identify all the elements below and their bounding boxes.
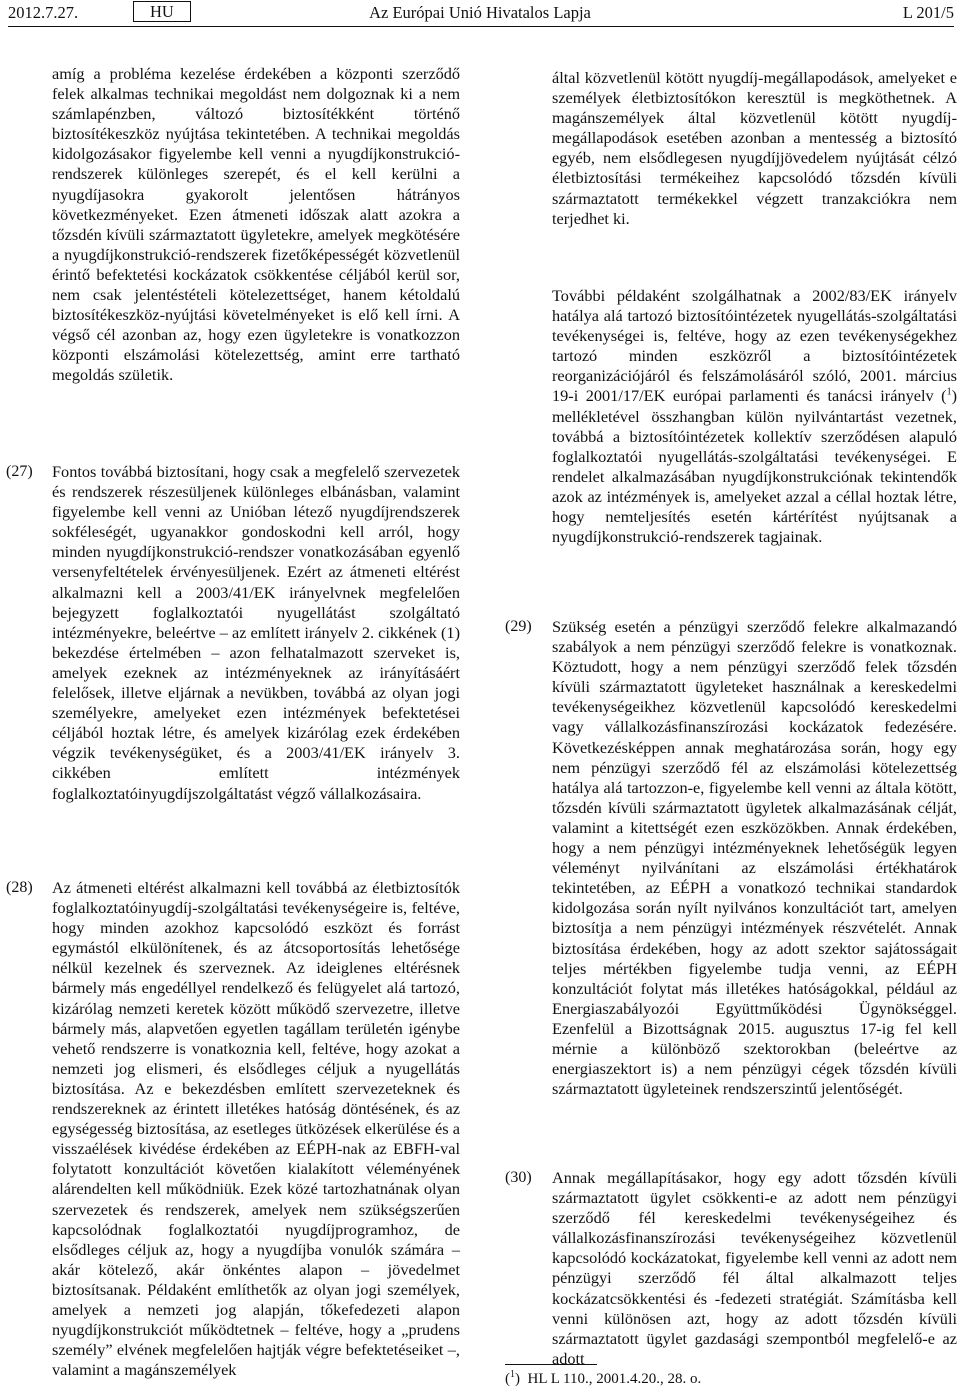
language-badge: HU <box>133 1 191 22</box>
paragraph-28-text: Az átmeneti eltérést alkalmazni kell továbbá az életbiztosítók foglalkoztatóinyugdíj-szolgáltatási tevékenységeire is, feltéve, hogy minden azokhoz kapcsolódó eszközt és forrást egymástól elkülönítenek, és az átcsoportosítás lehetősége nélkül kezelnek és szerveznek. Az ideiglenes eltérésnek bármely más engedéllyel rendelkező és felügyelet alá tartozó, kizárólag nemzeti keretek között működő szervezetre, illetve bármely más, alapvetően egyetlen tagállam területén igénybe vehető rendszerre is vonatkoznia kell, feltéve, hogy azokat a nemzeti jog elismeri, és elsődleges céljuk a nyugellátás biztosítása. Az e bekezdésben említett szervezeteknek és rendszereknek az érintett illetékes hatóság döntésének, és az egységesség biztosítása, az esetleges ütközések elkerülése és a visszaélések kivédése érdekében az EÉPH-nak az EBFH-val folytatott konzultációt követően kialakított véleményének alárendelten kell működniük. Ezek közé tartozhatnának olyan szervezetek és rendszerek, amelyek nem szükségszerűen kapcsolódnak foglalkoztatói nyugdíjprogramhoz, de elsődleges céljuk az, hogy a nyugdíjba vonulók számára – akár kötelező, akár önkéntes alapon – jövedelmet biztosítsanak. Példaként említhetők az olyan jogi személyek, amelyek a nemzeti jog alapján, tőkefedezeti alapon nyugdíjkonstrukciót működtetnek – feltéve, hogy a „prudens személy” elvének megfelelően hajtják végre befektetéseiket –, valamint a magánszemélyek <box>52 878 460 1380</box>
publication-date: 2012.7.27. <box>8 3 79 22</box>
left-column <box>52 64 460 386</box>
footnote-reference[interactable]: 1 <box>946 387 952 399</box>
paragraph-30 <box>552 1168 957 1369</box>
paragraph-30-text: Annak megállapításakor, hogy egy adott tőzsdén kívüli származtatott ügylet csökkenti-e az adott nem pénzügyi szerződő fél kereskedelmi tevékenységeihez és vállalkozásfinanszírozási tevékenységeihez közvetlenül kapcsolódó kockázatokat, figyelembe kell venni az adott nem pénzügyi szerződő fél által alkalmazott teljes kockázatcsökkentési és -fedezeti stratégiát. Számításba kell venni különösen azt, hogy az adott tőzsdén kívüli származtatott ügylet gazdasági szempontból megfelelő-e az adott <box>552 1168 957 1368</box>
page-number: L 201/5 <box>902 3 954 22</box>
footnote-marker: 1 <box>510 1369 515 1380</box>
footnote-text: HL L 110., 2001.4.20., 28. o. <box>527 1371 702 1387</box>
paragraph-number-30: (30) <box>505 1169 532 1186</box>
paragraph-continuation-right: által közvetlenül kötött nyugdíj-megállapodások, amelyeket e személyek életbiztosítókon keresztül is megköthetnek. A magánszemélyek által közvetlenül kötött nyugdíj-megállapodások esetében azonban a mentesség a biztosító egyéb, nem elsődlegesen nyugdíjjövedelem nyújtását célzó életbiztosítási termékeihez kapcsolódó tőzsdén kívüli származtatott termékekkel végzett tranzakciókra nem terjedhet ki. <box>552 68 957 228</box>
paragraph-28 <box>52 878 460 1380</box>
cont2-text-a: További példaként szolgálhatnak a 2002/83/EK irányelv hatálya alá tartozó biztosítóintézetek nyugellátás-szolgáltatási tevékenységei is, feltéve, hogy az ezen tevékenységekhez tartozó minden eszközről a biztosítóintézetek reorganizációjáról és felszámolásáról szóló, 2001. március 19-i 2001/17/EK európai parlamenti és tanácsi irányelv ( <box>552 286 957 406</box>
paragraph-number-27: (27) <box>6 463 33 480</box>
paragraph-27 <box>52 462 460 804</box>
paragraph-29-text: Szükség esetén a pénzügyi szerződő felekre alkalmazandó szabályok a nem pénzügyi szerződő felekre is vonatkoznak. Köztudott, hogy a nem pénzügyi szerződő felek tőzsdén kívüli származtatott ügyleteket használnak a kereskedelmi tevékenységeikhez közvetlenül kapcsolódó kereskedelmi vagy vállalkozásfinanszírozási kockázatok fedezésére. Következésképpen annak meghatározása során, hogy egy nem pénzügyi szerződő fél az elszámolási kötelezettség hatálya alá tartozzon-e, figyelembe kell venni az általa kötött, tőzsdén kívüli származtatott ügyletek alkalmazásának célját, valamint a kitettségét ezen eszközökben. Annak érdekében, hogy a nem pénzügyi intézményeknek lehetőségük legyen véleményt nyilvánítani az elszámolási értékhatárok tekintetében, az EÉPH a vonatkozó technikai standardok kidolgozása során nyílt nyilvános konzultációt tart, amelyen biztosítja a nem pénzügyi intézmények részvételét. Annak biztosítása érdekében, hogy az adott szektor sajátosságait teljes mértékben figyelembe tudja venni, az EÉPH konzultációt folytat más illetékes hatóságokkal, például az Energiaszabályozói Együttműködési Ügynökséggel. Ezenfelül a Bizottságnak 2015. augusztus 17-ig fel kell mérnie a különböző szektorokban (beleértve az energiaszektort is) a nem pénzügyi cégek tőzsdén kívüli származtatott ügyleteinek rendszerszintű jelentőségét. <box>552 617 957 1099</box>
cont2-text-b: ) mellékletével összhangban külön nyilvántartást vezetnek, továbbá a biztosítóintézetek kollektív szerződésen alapuló foglalkoztatói nyugellátás-szolgáltatási tevékenységei. E rendelet alkalmazásában nyugdíjkonstrukciónak tekintendők azok az intézmények is, amelyeket azzal a céllal hoztak létre, hogy nemteljesítés esetén kártérítést nyújtsanak a nyugdíjkonstrukció-rendszerek tagjainak. <box>552 386 957 547</box>
paragraph-29 <box>552 617 957 1099</box>
right-column-continuation <box>552 68 957 229</box>
paragraph-27-text: Fontos továbbá biztosítani, hogy csak a megfelelő szervezetek és rendszerek részesüljenek különleges elbánásban, valamint figyelembe kell venni az Unióban létező nyugdíjrendszerek sokféleségét, ugyanakkor gondoskodni kell arról, hogy minden nyugdíjkonstrukció-rendszer vonatkozásában egyenlő versenyfeltételek érvényesüljenek. Ezért az átmeneti eltérést alkalmazni kell a 2003/41/EK irányelvnek megfelelően bejegyzett foglalkoztatói nyugellátást szolgáltató intézményekre, beleértve – az említett irányelv 2. cikkének (1) bekezdése értelmében – azon felhatalmazott szerveket is, amelyek ezeknek az intézményeknek az irányításáért felelősek, illetve eljárnak a nevükben, továbbá az olyan jogi személyekre, amelyeket ezen intézmények befektetései céljából hoztak létre, és amelyek kizárólag ezek érdekében végzik tevékenységüket, és a 2003/41/EK irányelv 3. cikkében említett intézmények foglalkoztatóinyugdíjszolgáltatást végző vállalkozásaira. <box>52 462 460 803</box>
journal-title: Az Európai Unió Hivatalos Lapja <box>369 3 591 22</box>
paragraph-continuation: amíg a probléma kezelése érdekében a központi szerződő felek alkalmas technikai megoldást nem dolgoznak ki a nem számlapénzben, változó biztosítékként történő biztosítékeszköz nyújtása tekintetében. A technikai megoldás kidolgozásakor figyelembe kell venni a nyugdíjkonstrukció-rendszerek különleges szerepét, és el kell kerülni a nyugdíjasokra gyakorolt jelentősen hátrányos következményeket. Ezen átmeneti időszak alatt azokra a tőzsdén kívüli származtatott ügyletekre, amelyek megkötésére a nyugdíjkonstrukció-rendszerek fizetőképességét közvetlenül érintő befektetési kockázatok csökkentése céljából kerül sor, nem csak jelentéstételi kötelezettséget, hanem kétoldalú biztosítékeszköz-nyújtási követelményeket is elő kell írni. A végső cél azonban az, hogy ezen ügyletekre is vonatkozzon központi elszámolási kötelezettség, amint erre tartható megoldás születik. <box>52 64 460 385</box>
footnote: ($^1$) HL L 110., 2001.4.20., 28. o. <box>505 1369 702 1387</box>
paragraph-number-29: (29) <box>505 618 532 635</box>
page-header <box>0 0 960 26</box>
header-rule <box>8 26 954 27</box>
paragraph-number-28: (28) <box>6 879 33 896</box>
footnote-rule <box>505 1364 597 1365</box>
paragraph-continuation-2 <box>552 286 957 547</box>
